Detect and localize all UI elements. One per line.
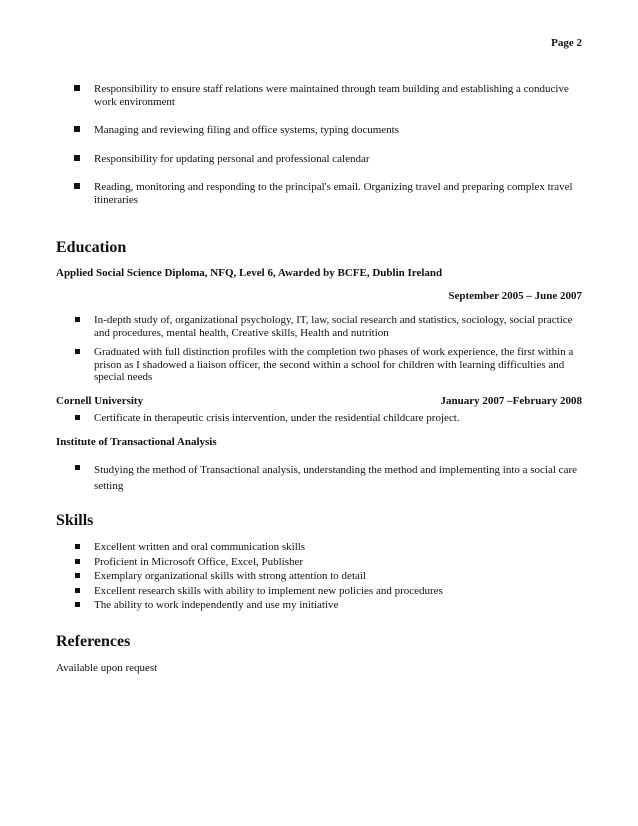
- list-item: [56, 412, 584, 425]
- list-item-text: Excellent research skills with ability to implement new policies and procedures: [94, 584, 443, 597]
- square-bullet-icon: [75, 573, 80, 578]
- list-item: [56, 541, 584, 554]
- list-item-text: The ability to work independently and use my initiative: [94, 599, 339, 611]
- square-bullet-icon: [75, 559, 80, 564]
- list-item: [56, 599, 584, 612]
- list-item-text: Reading, monitoring and responding to the principal's email. Organizing travel and preparing complex travel itineraries: [94, 181, 573, 206]
- square-bullet-icon: [75, 415, 80, 420]
- references-text: Available upon request: [56, 662, 158, 674]
- list-item-text: Responsibility for updating personal and professional calendar: [94, 152, 370, 165]
- square-bullet-icon: [75, 602, 80, 607]
- diploma-dates: September 2005 – June 2007: [448, 290, 582, 302]
- square-bullet-icon: [74, 155, 80, 161]
- list-item-text: Exemplary organizational skills with strong attention to detail: [94, 570, 366, 582]
- list-item: [56, 462, 584, 494]
- references-heading: References: [56, 633, 131, 650]
- page-number: Page 2: [551, 37, 582, 49]
- skills-heading: Skills: [56, 512, 94, 529]
- list-item-text: Studying the method of Transactional analysis, understanding the method and implementing into a social care setting: [94, 464, 577, 492]
- square-bullet-icon: [74, 183, 80, 189]
- list-item: [56, 83, 584, 108]
- cornell-title: Cornell University: [56, 395, 144, 407]
- list-item: [56, 346, 584, 384]
- list-item-text: Proficient in Microsoft Office, Excel, Publisher: [94, 555, 304, 568]
- list-item: [56, 570, 584, 583]
- square-bullet-icon: [75, 588, 80, 593]
- skills-list: [56, 541, 584, 612]
- square-bullet-icon: [74, 126, 80, 132]
- list-item-text: Responsibility to ensure staff relations were maintained through team building and establishing a conducive work environment: [94, 83, 569, 108]
- list-item: [56, 314, 584, 339]
- list-item: [56, 181, 584, 206]
- list-item-text: Certificate in therapeutic crisis intervention, under the residential childcare project.: [94, 412, 460, 424]
- square-bullet-icon: [75, 544, 80, 549]
- list-item-text: Excellent written and oral communication skills: [94, 541, 306, 553]
- list-item-text: Graduated with full distinction profiles with the completion two phases of work experience, the first within a prison as I shadowed a liaison officer, the second within a school for children with learning difficulties and special needs: [94, 346, 574, 383]
- education-heading: Education: [56, 239, 127, 256]
- institute-bullet-list: [56, 462, 584, 494]
- cornell-dates: January 2007 –February 2008: [440, 395, 582, 407]
- list-item: [56, 556, 584, 569]
- list-item: [56, 585, 584, 598]
- cornell-bullet-list: [56, 412, 584, 425]
- square-bullet-icon: [75, 349, 80, 354]
- square-bullet-icon: [74, 85, 80, 91]
- list-item: [56, 124, 584, 137]
- institute-title: Institute of Transactional Analysis: [56, 436, 217, 448]
- diploma-bullet-list: [56, 314, 584, 384]
- list-item-text: Managing and reviewing filing and office systems, typing documents: [94, 124, 399, 136]
- square-bullet-icon: [75, 465, 80, 470]
- experience-bullet-list: [56, 83, 584, 206]
- diploma-title: Applied Social Science Diploma, NFQ, Level 6, Awarded by BCFE, Dublin Ireland: [56, 267, 443, 279]
- list-item: [56, 153, 584, 166]
- list-item-text: In-depth study of, organizational psychology, IT, law, social research and statistics, sociology, social practice and procedures, mental health, Creative skills, Health and nutrition: [94, 314, 573, 339]
- square-bullet-icon: [75, 317, 80, 322]
